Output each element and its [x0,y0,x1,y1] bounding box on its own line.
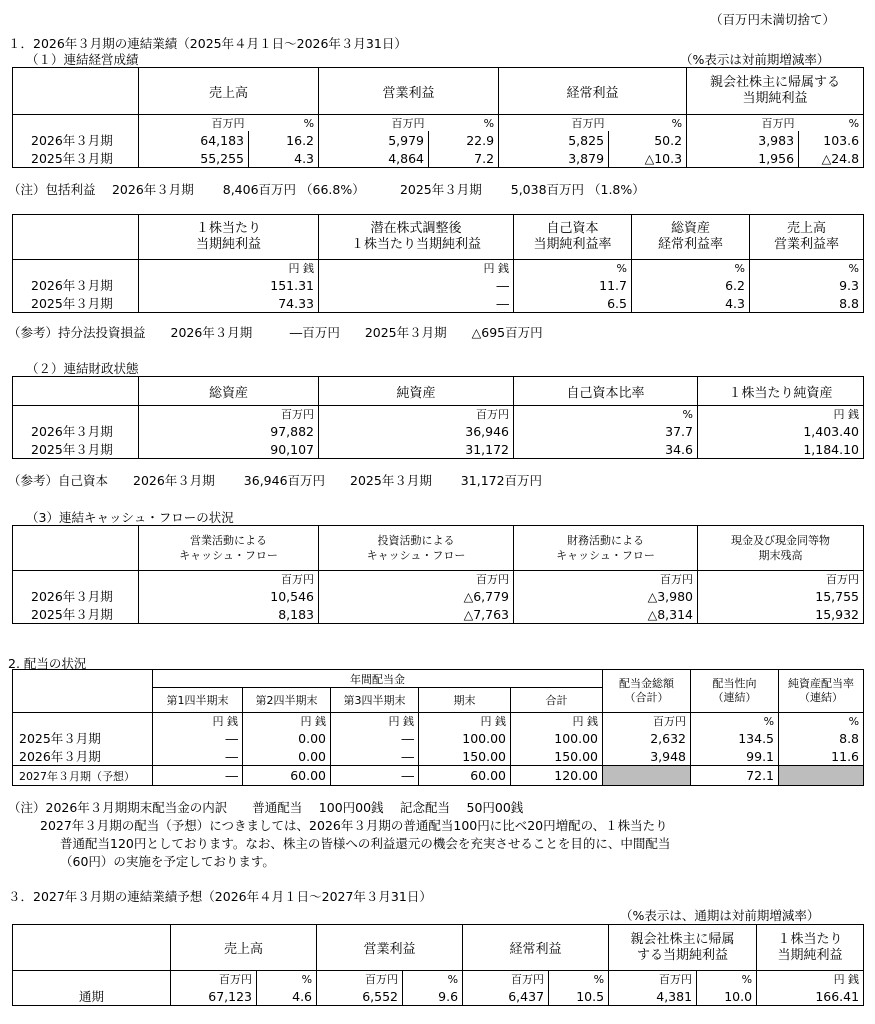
data-cell: ― [319,276,514,294]
unit-cell: 百万円 [603,713,691,730]
unit-cell: 百万円 [171,971,257,988]
data-cell: 0.00 [243,729,331,747]
header-sales: 売上高 [171,925,317,971]
table-row [13,131,864,149]
header-line: （連結） [799,691,844,704]
equity-method-note: （参考）持分法投資損益 2026年３月期 ―百万円 2025年３月期 △695百万円 [8,325,543,340]
data-cell: ― [319,294,514,313]
unit-cell: % [799,115,864,132]
header-net-income-line2: 当期純利益 [742,91,808,106]
header-line: 当期純利益 [777,947,843,963]
table-row [13,422,864,440]
unit-cell: 円 銭 [331,713,419,730]
unit-cell: 百万円 [319,406,514,423]
data-cell: 60.00 [419,766,511,786]
header-financing-cf [514,526,698,571]
unit-cell: % [697,971,757,988]
header-line: 潜在株式調整後 [370,221,462,236]
header-ordinary-income: 経常利益 [463,925,609,971]
data-cell: 8.8 [779,729,864,747]
dividend-note-1: （注）2026年３月期期末配当金の内訳 普通配当 100円00銭 記念配当 50円00銭 [8,800,524,815]
header-line: 投資活動による [377,534,455,547]
header-operating-income: 営業利益 [317,925,463,971]
forecast-title: ３．2027年３月期の連結業績予想（2026年４月１日～2027年３月31日） [8,889,432,904]
unit-cell: 円 銭 [243,713,331,730]
header-net-income [687,68,864,115]
data-cell: 97,882 [139,422,319,440]
data-cell: 10,546 [139,587,319,605]
data-cell: 120.00 [511,766,603,786]
unit-cell: 百万円 [463,971,549,988]
data-cell: △8,314 [514,605,698,624]
row-label: 2026年３月期 [13,131,139,149]
header-line: キャッシュ・フロー [179,549,278,562]
data-cell: 5,825 [499,131,609,149]
header-line: 親会社株主に帰属 [630,931,735,947]
row-label: 2025年３月期 [13,149,139,168]
data-cell: 103.6 [799,131,864,149]
corner-cell [13,925,171,971]
data-cell: 72.1 [691,766,779,786]
table-row [13,747,864,766]
header-total: 合計 [511,688,603,713]
header-total-assets: 総資産 [139,377,319,406]
data-cell: 0.00 [243,747,331,766]
data-cell: ― [153,729,243,747]
header-line: 営業活動による [190,534,267,547]
row-label: 2025年３月期 [13,440,139,459]
header-total-dividend [603,670,691,713]
corner-cell [13,670,153,713]
header-operating-margin [750,215,864,260]
unit-cell: 百万円 [319,115,429,132]
unit-label [13,260,139,277]
data-cell: 50.2 [609,131,687,149]
data-cell: 6,552 [317,987,403,1006]
data-cell: 4,381 [609,987,697,1006]
header-q2: 第2四半期末 [243,688,331,713]
header-line: キャッシュ・フロー [366,549,466,562]
unit-cell: 百万円 [499,115,609,132]
data-cell: △24.8 [799,149,864,168]
data-cell: 60.00 [243,766,331,786]
header-operating-cf [139,526,319,571]
table-row [13,294,864,313]
header-doe [779,670,864,713]
data-cell: 5,979 [319,131,429,149]
shaded-cell [603,766,691,786]
data-cell: 3,983 [687,131,799,149]
row-label: 2025年３月期 [13,294,139,313]
header-line: 配当性向 [712,677,757,690]
header-cash-end [698,526,864,571]
unit-cell: 百万円 [609,971,697,988]
data-cell: 15,755 [698,587,864,605]
data-cell: 6.2 [632,276,750,294]
unit-cell: 百万円 [698,571,864,588]
dividend-note-2: 2027年３月期の配当（予想）につきましては、2026年３月期の普通配当100円に比べ20円増配の、１株当たり [40,818,668,833]
financial-position-table [12,376,864,459]
table-row [13,605,864,624]
unit-cell: % [750,260,864,277]
table-row [13,149,864,168]
row-label: 2027年３月期（予想） [13,766,153,786]
data-cell: 1,956 [687,149,799,168]
data-cell: 10.5 [549,987,609,1006]
pct-note: （%表示は対前期増減率） [680,52,830,67]
corner-cell [13,68,139,115]
data-cell: 16.2 [249,131,319,149]
data-cell: 100.00 [419,729,511,747]
data-cell: 134.5 [691,729,779,747]
unit-cell: 百万円 [514,571,698,588]
data-cell: 67,123 [171,987,257,1006]
data-cell: ― [153,766,243,786]
data-cell: 22.9 [429,131,499,149]
table-row [13,729,864,747]
header-line: （連結） [712,691,757,704]
data-cell: 9.6 [403,987,463,1006]
unit-cell: % [257,971,317,988]
data-cell: ― [331,729,419,747]
row-label: 2025年３月期 [13,605,139,624]
operating-results-table [12,67,864,168]
header-bps: １株当たり純資産 [698,377,864,406]
data-cell: 166.41 [757,987,864,1006]
data-cell: 4,864 [319,149,429,168]
data-cell: 90,107 [139,440,319,459]
data-cell: 74.33 [139,294,319,313]
table-row [13,587,864,605]
header-ordinary-income: 経常利益 [499,68,687,115]
row-label: 2026年３月期 [13,587,139,605]
unit-cell: 百万円 [139,115,249,132]
unit-cell: 円 銭 [511,713,603,730]
row-label: 2026年３月期 [13,276,139,294]
unit-cell: % [632,260,750,277]
data-cell: 1,184.10 [698,440,864,459]
forecast-pct-note: （%表示は、通期は対前期増減率） [620,908,820,923]
header-q3: 第3四半期末 [331,688,419,713]
header-line: キャッシュ・フロー [556,549,655,562]
data-cell: 4.3 [632,294,750,313]
header-line: 自己資本 [546,221,599,236]
header-line: 期末残高 [758,549,803,562]
section-2-subtitle: （２）連結財政状態 [26,361,139,376]
data-cell: ― [331,766,419,786]
table-row [13,766,864,786]
unit-label [13,115,139,132]
unit-cell: % [691,713,779,730]
header-net-assets: 純資産 [319,377,514,406]
unit-cell: % [514,260,632,277]
data-cell: 15,932 [698,605,864,624]
dividend-note-3: 普通配当120円としております。なお、株主の皆様への利益還元の機会を充実させることを目的に、中間配当 [60,836,671,851]
header-line: 当期純利益率 [533,237,612,252]
unit-cell: 円 銭 [698,406,864,423]
header-investing-cf [319,526,514,571]
header-line: 総資産 [670,221,710,236]
data-cell: 37.7 [514,422,698,440]
data-cell: ― [153,747,243,766]
table-row [13,987,864,1006]
data-cell: 4.3 [249,149,319,168]
dividend-title: 2. 配当の状況 [8,656,87,671]
forecast-table [12,924,864,1006]
data-cell: △6,779 [319,587,514,605]
data-cell: 64,183 [139,131,249,149]
data-cell: 4.6 [257,987,317,1006]
unit-cell: 円 銭 [419,713,511,730]
header-equity-ratio: 自己資本比率 [514,377,698,406]
data-cell: 1,403.40 [698,422,864,440]
data-cell: 3,879 [499,149,609,168]
data-cell: 55,255 [139,149,249,168]
header-payout-ratio [691,670,779,713]
cash-flow-table [12,525,864,624]
header-roa [632,215,750,260]
header-line: 売上高 [786,221,826,236]
header-line: する当期純利益 [637,947,729,963]
data-cell: △7,763 [319,605,514,624]
header-sales: 売上高 [139,68,319,115]
data-cell: 31,172 [319,440,514,459]
data-cell: 7.2 [429,149,499,168]
header-operating-income: 営業利益 [319,68,499,115]
header-line: 営業利益率 [773,237,839,252]
data-cell: 10.0 [697,987,757,1006]
unit-cell: % [514,406,698,423]
data-cell: 6,437 [463,987,549,1006]
unit-cell: 百万円 [317,971,403,988]
data-cell: 2,632 [603,729,691,747]
row-label: 通期 [13,987,171,1006]
data-cell: 3,948 [603,747,691,766]
section-1-subtitle: （１）連結経営成績 [26,52,139,67]
table-row [13,276,864,294]
data-cell: △3,980 [514,587,698,605]
unit-cell: 円 銭 [319,260,514,277]
unit-label [13,713,153,730]
data-cell: 150.00 [419,747,511,766]
unit-cell: % [779,713,864,730]
unit-cell: % [549,971,609,988]
header-net-income-line1: 親会社株主に帰属する [710,75,841,90]
unit-cell: 円 銭 [139,260,319,277]
corner-cell [13,526,139,571]
row-label: 2026年３月期 [13,747,153,766]
section-3-subtitle: （3）連結キャッシュ・フローの状況 [26,510,234,525]
shaded-cell [779,766,864,786]
unit-label [13,406,139,423]
header-line: （合計） [624,691,669,704]
data-cell: 8.8 [750,294,864,313]
corner-cell [13,377,139,406]
unit-note: （百万円未満切捨て） [710,12,836,27]
row-label: 2025年３月期 [13,729,153,747]
header-diluted-eps [319,215,514,260]
data-cell: △10.3 [609,149,687,168]
header-year-end: 期末 [419,688,511,713]
header-line: １株当たり当期純利益 [350,237,481,252]
header-eps [757,925,864,971]
unit-cell: % [429,115,499,132]
data-cell: 11.7 [514,276,632,294]
header-line: １株当たり [777,931,843,947]
header-annual-dividend: 年間配当金 [153,670,603,688]
header-roe [514,215,632,260]
header-net-income [609,925,757,971]
data-cell: 100.00 [511,729,603,747]
section-1-title: １．2026年３月期の連結業績（2025年４月１日～2026年３月31日） [8,36,407,51]
data-cell: 99.1 [691,747,779,766]
unit-cell: 百万円 [139,571,319,588]
unit-label [13,971,171,988]
unit-cell: % [609,115,687,132]
unit-label [13,571,139,588]
data-cell: 11.6 [779,747,864,766]
comprehensive-income-note: （注）包括利益 2026年３月期 8,406百万円 （66.8%） 2025年３月期 5,038百万円 （1.8%） [8,182,645,197]
table-row [13,440,864,459]
header-line: 経常利益率 [657,237,723,252]
header-eps [139,215,319,260]
data-cell: 6.5 [514,294,632,313]
header-q1: 第1四半期末 [153,688,243,713]
unit-cell: 円 銭 [757,971,864,988]
header-line: 当期純利益 [195,237,261,252]
header-line: 純資産配当率 [788,677,855,690]
per-share-table [12,214,864,313]
data-cell: 34.6 [514,440,698,459]
dividend-table [12,669,864,786]
unit-cell: 円 銭 [153,713,243,730]
header-line: 配当金総額 [619,677,675,690]
data-cell: 150.00 [511,747,603,766]
equity-capital-note: （参考）自己資本 2026年３月期 36,946百万円 2025年３月期 31,172百万円 [8,473,543,488]
dividend-note-4: （60円）の実施を予定しております。 [60,854,275,869]
data-cell: ― [331,747,419,766]
unit-cell: 百万円 [319,571,514,588]
header-line: 財務活動による [567,534,644,547]
unit-cell: 百万円 [139,406,319,423]
data-cell: 9.3 [750,276,864,294]
unit-cell: % [403,971,463,988]
corner-cell [13,215,139,260]
unit-cell: % [249,115,319,132]
row-label: 2026年３月期 [13,422,139,440]
unit-cell: 百万円 [687,115,799,132]
header-line: 現金及び現金同等物 [731,534,830,547]
data-cell: 8,183 [139,605,319,624]
data-cell: 151.31 [139,276,319,294]
header-line: １株当たり [195,221,261,236]
data-cell: 36,946 [319,422,514,440]
